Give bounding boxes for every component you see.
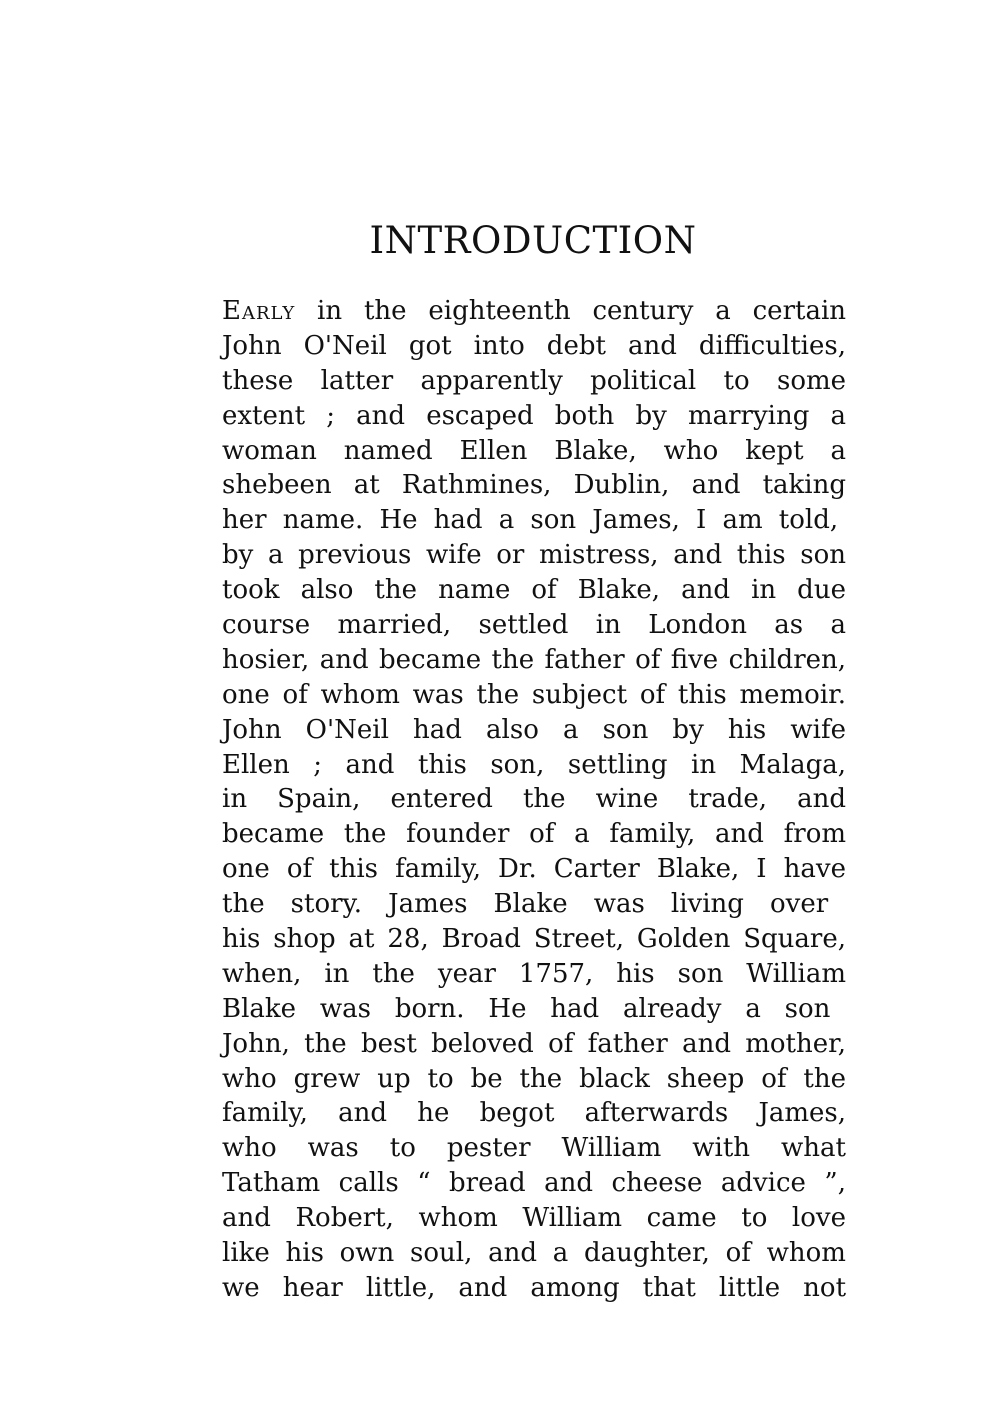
text-line: John O'Neil got into debt and difficulties,	[222, 330, 846, 361]
text-line: the story. James Blake was living over	[222, 889, 829, 920]
text-line: Tatham calls “ bread and cheese advice ”,	[222, 1168, 846, 1199]
chapter-heading: INTRODUCTION	[369, 219, 697, 262]
text-line: Blake was born. He had already a son	[222, 993, 831, 1024]
text-line: and Robert, whom William came to love	[222, 1203, 846, 1234]
text-line: by a previous wife or mistress, and this son	[222, 540, 847, 571]
text-line: took also the name of Blake, and in due	[222, 575, 846, 606]
drop-word: Early	[222, 296, 296, 326]
text-line: in Spain, entered the wine trade, and	[222, 784, 847, 815]
first-line-rest: in the eighteenth century a certain	[295, 296, 847, 326]
text-line: one of whom was the subject of this memoir.	[222, 679, 846, 710]
text-line: one of this family, Dr. Carter Blake, I have	[222, 854, 846, 885]
text-line: his shop at 28, Broad Street, Golden Square,	[222, 924, 847, 955]
text-line: hosier, and became the father of five children,	[222, 644, 847, 675]
text-line: became the founder of a family, and from	[222, 819, 847, 850]
text-line: woman named Ellen Blake, who kept a	[222, 435, 846, 466]
text-line: shebeen at Rathmines, Dublin, and taking	[222, 470, 847, 501]
text-line: who grew up to be the black sheep of the	[222, 1063, 847, 1094]
text-line: John, the best beloved of father and mother,	[222, 1028, 846, 1059]
text-line: these latter apparently political to some	[222, 365, 847, 396]
text-line	[222, 294, 846, 329]
text-line: John O'Neil had also a son by his wife	[222, 714, 846, 745]
text-line: who was to pester William with what	[222, 1133, 846, 1164]
text-line: we hear little, and among that little not	[222, 1272, 847, 1303]
text-line: family, and he begot afterwards James,	[222, 1098, 847, 1129]
body-text	[222, 294, 846, 1306]
text-line: her name. He had a son James, I am told,	[222, 505, 839, 536]
text-line: extent ; and escaped both by marrying a	[222, 400, 847, 431]
text-line: when, in the year 1757, his son William	[222, 958, 846, 989]
text-line: Ellen ; and this son, settling in Malaga,	[222, 749, 846, 780]
text-line: like his own soul, and a daughter, of whom	[222, 1238, 846, 1269]
text-line: course married, settled in London as a	[222, 610, 847, 641]
